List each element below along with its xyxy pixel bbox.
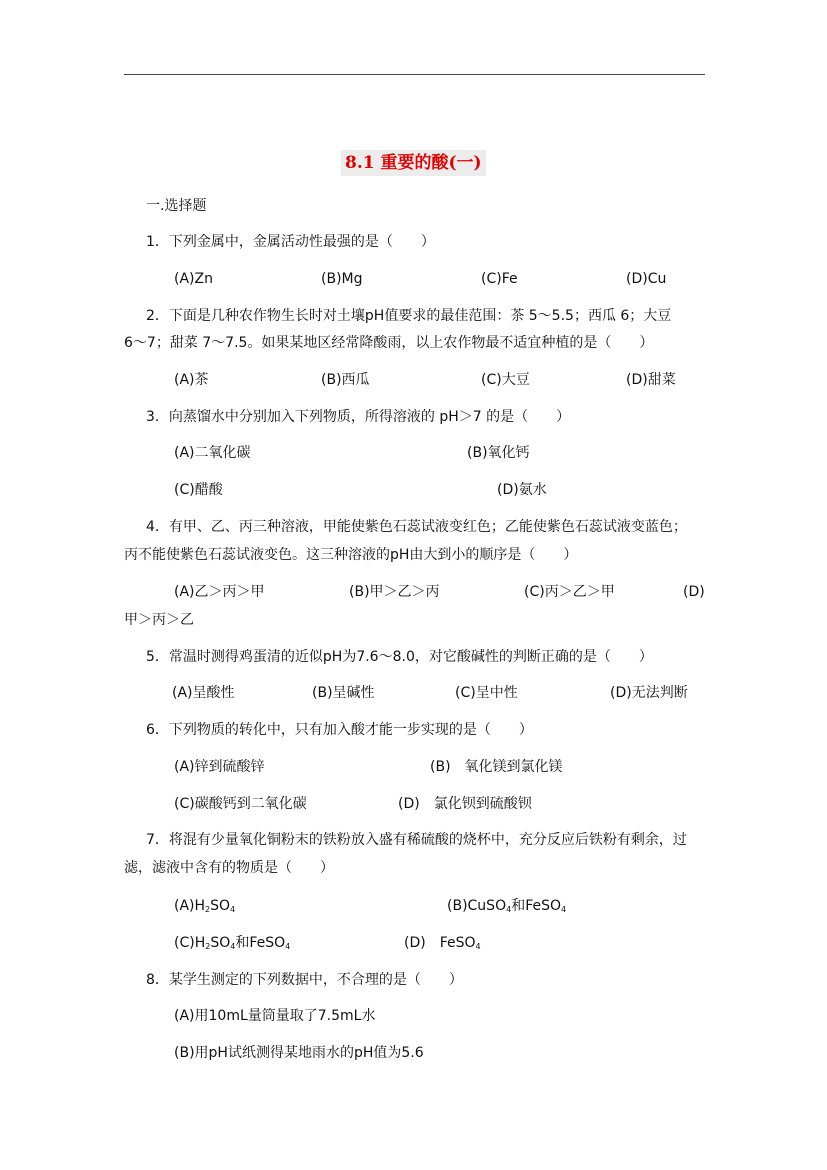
- formula-feso4: FeSO$_4$: [525, 898, 567, 914]
- question-4-stem-line2: 丙不能使紫色石蕊试液变色。这三种溶液的pH由大到小的顺序是（ ）: [124, 547, 578, 563]
- question-6-stem: 6．下列物质的转化中，只有加入酸才能一步实现的是（ ）: [146, 722, 533, 738]
- formula-h2so4: $H_2SO_4$: [194, 935, 236, 951]
- q7-option-b: (B)CuSO$_4$和FeSO$_4$: [447, 898, 567, 914]
- question-2-stem-line1: 2．下面是几种农作物生长时对土壤pH值要求的最佳范围：茶 5～5.5；西瓜 6；大豆: [146, 308, 672, 324]
- formula-cuso4: CuSO$_4$: [467, 898, 512, 914]
- q4-option-d-continued: 甲＞丙＞乙: [124, 612, 194, 628]
- q7-option-c: $(C)H_2SO_4$和FeSO$_4$: [174, 935, 291, 951]
- q5-option-c: (C)呈中性: [455, 685, 518, 701]
- q5-option-b: (B)呈碱性: [312, 685, 375, 701]
- q1-option-c: (C)Fe: [481, 271, 518, 287]
- q6-option-b: (B) 氧化镁到氯化镁: [430, 759, 563, 775]
- q2-option-c: (C)大豆: [481, 372, 530, 388]
- q1-option-b: (B)Mg: [321, 271, 363, 287]
- q6-option-d: (D) 氯化钡到硫酸钡: [398, 796, 532, 812]
- question-7-stem-line2: 滤，滤液中含有的物质是（ ）: [124, 860, 334, 876]
- q6-option-a: (A)锌到硫酸锌: [174, 759, 265, 775]
- q4-option-a: (A)乙＞丙＞甲: [174, 584, 265, 600]
- q2-option-b: (B)西瓜: [321, 372, 370, 388]
- question-4-stem-line1: 4．有甲、乙、丙三种溶液，甲能使紫色石蕊试液变红色；乙能使紫色石蕊试液变蓝色；: [146, 519, 687, 535]
- question-1-stem: 1．下列金属中，金属活动性最强的是（ ）: [146, 234, 435, 250]
- q3-option-a: (A)二氧化碳: [174, 445, 251, 461]
- q4-option-c: (C)丙＞乙＞甲: [524, 584, 615, 600]
- q3-option-c: (C)醋酸: [174, 482, 223, 498]
- q4-option-b: (B)甲＞乙＞丙: [349, 584, 440, 600]
- question-8-stem: 8．某学生测定的下列数据中，不合理的是（ ）: [146, 972, 463, 988]
- q7-option-d: (D) FeSO$_4$: [404, 935, 481, 951]
- q6-option-c: (C)碳酸钙到二氧化碳: [174, 796, 307, 812]
- q2-option-a: (A)茶: [174, 372, 209, 388]
- q8-option-a: (A)用10mL量筒量取了7.5mL水: [174, 1008, 376, 1024]
- q1-option-d: (D)Cu: [626, 271, 667, 287]
- question-7-stem-line1: 7．将混有少量氧化铜粉末的铁粉放入盛有稀硫酸的烧杯中，充分反应后铁粉有剩余，过: [146, 832, 687, 848]
- formula-feso4: FeSO$_4$: [249, 935, 291, 951]
- question-5-stem: 5．常温时测得鸡蛋清的近似pH为7.6～8.0，对它酸碱性的判断正确的是（ ）: [146, 649, 653, 665]
- formula-h2so4: $H_2SO_4$: [194, 898, 236, 914]
- page-title: 8.1 重要的酸(一): [341, 150, 486, 176]
- q7-option-a: $(A)H_2SO_4$: [174, 898, 236, 914]
- q5-option-a: (A)呈酸性: [172, 685, 235, 701]
- q5-option-d: (D)无法判断: [610, 685, 688, 701]
- q4-option-d: (D): [683, 584, 705, 600]
- q3-option-b: (B)氧化钙: [467, 445, 530, 461]
- q3-option-d: (D)氨水: [497, 482, 547, 498]
- formula-feso4: FeSO$_4$: [439, 935, 481, 951]
- q8-option-b: (B)用pH试纸测得某地雨水的pH值为5.6: [174, 1045, 424, 1061]
- q2-option-d: (D)甜菜: [626, 372, 676, 388]
- section-heading: 一.选择题: [146, 198, 207, 214]
- question-2-stem-line2: 6～7；甜菜 7～7.5。如果某地区经常降酸雨，以上农作物最不适宜种植的是（ ）: [124, 335, 654, 351]
- question-3-stem: 3．向蒸馏水中分别加入下列物质，所得溶液的 pH＞7 的是（ ）: [146, 409, 571, 425]
- header-rule: [124, 74, 705, 75]
- q1-option-a: (A)Zn: [174, 271, 213, 287]
